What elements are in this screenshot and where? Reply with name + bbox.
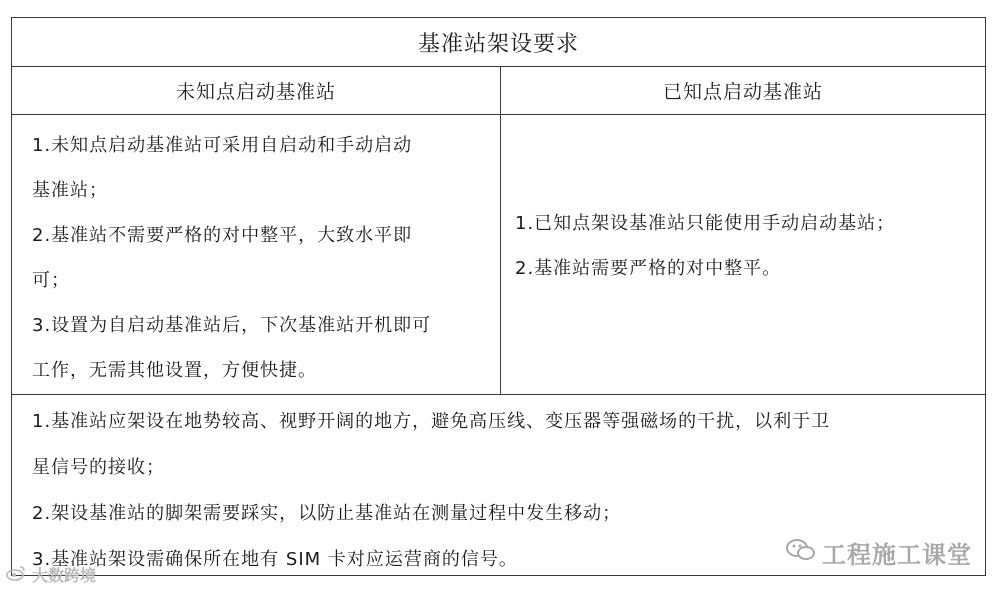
list-item: 可； <box>32 270 70 291</box>
watermark-weibo <box>6 563 96 586</box>
unknown-point-requirements <box>12 115 501 395</box>
list-item: 1.基准站应架设在地势较高、视野开阔的地方，避免高压线、变压器等强磁场的干扰，以利于卫 <box>32 411 831 432</box>
list-item: 2.基准站不需要严格的对中整平，大致水平即 <box>32 225 413 246</box>
list-item: 工作，无需其他设置，方便快捷。 <box>32 360 317 381</box>
watermark-left-text: 大数跨境 <box>32 566 97 585</box>
requirements-table <box>11 17 986 576</box>
list-item: 2.基准站需要严格的对中整平。 <box>515 258 782 279</box>
list-item: 星信号的接收； <box>32 457 165 478</box>
wechat-icon <box>786 538 816 568</box>
list-item: 基准站； <box>32 180 108 201</box>
watermark-right-text: 工程施工课堂 <box>822 541 972 569</box>
list-item: 1.已知点架设基准站只能使用手动启动基站； <box>515 213 896 234</box>
watermark-wechat <box>786 535 972 570</box>
list-item: 2.架设基准站的脚架需要踩实，以防止基准站在测量过程中发生移动； <box>32 503 622 524</box>
list-item: 3.基准站架设需确保所在地有 SIM 卡对应运营商的信号。 <box>32 549 518 570</box>
list-item: 3.设置为自启动基准站后，下次基准站开机即可 <box>32 315 432 336</box>
header-known-point: 已知点启动基准站 <box>501 67 985 115</box>
header-unknown-point: 未知点启动基准站 <box>12 67 501 115</box>
list-item: 1.未知点启动基准站可采用自启动和手动启动 <box>32 135 413 156</box>
table-title: 基准站架设要求 <box>12 18 985 67</box>
weibo-icon <box>6 565 26 585</box>
known-point-requirements <box>501 115 985 395</box>
